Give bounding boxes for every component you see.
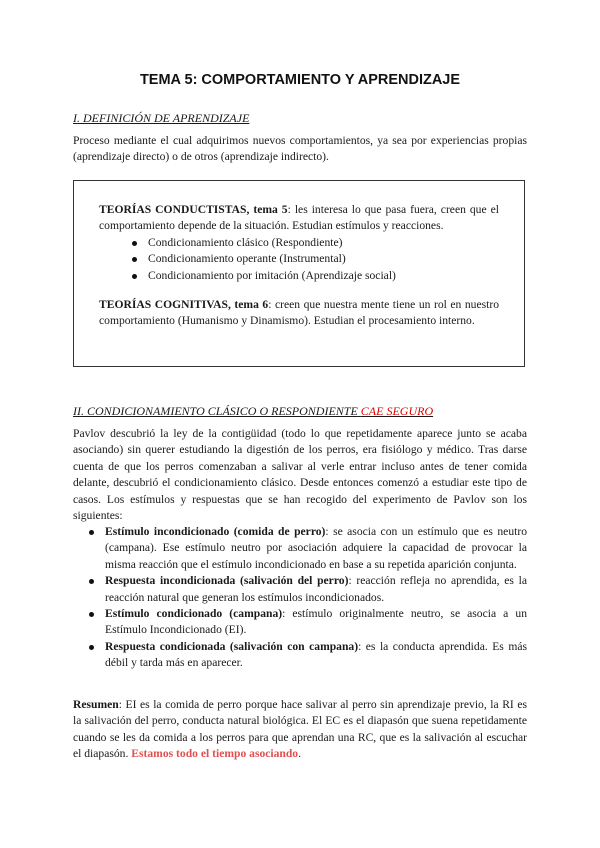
pavlov-paragraph: Pavlov descubrió la ley de la contigüidad (todo lo que repetidamente aparece junto se acaba asociando) sin querer estudiando la digestión de los perros, era fisiólogo y médico. Tras darse cuenta de que los perros comenzaban a salivar al verle entrar incluso antes de tener comida delante, descubrió el condicionamiento clásico. Desde entonces comenzó a estudiar este tipo de casos. Los estímulos y respuestas que se han recogido del experimento de Pavlov son los siguientes: — [73, 427, 527, 523]
conductistas-text: : les interesa lo que pasa fuera, creen que el comportamiento depende de la situación. Estudian estímulos y reacciones. — [99, 203, 499, 233]
item-term: Respuesta incondicionada (salivación del perro) — [105, 574, 349, 588]
item-text: : se asocia con un estímulo que es neutro (campana). Ese estímulo neutro por asociación adquiere la capacidad de provocar la misma reacción que el estímulo incondicionado en base a su repetida aparición conjunta. — [105, 525, 527, 571]
cognitivas-text: : creen que nuestra mente tiene un rol en nuestro comportamiento (Humanismo y Dinamismo). Estudian el procesamiento interno. — [99, 298, 499, 328]
stimuli-list — [73, 524, 527, 672]
exam-note: CAE SEGURO — [360, 404, 434, 418]
list-item — [73, 606, 527, 639]
summary-paragraph — [73, 697, 527, 763]
list-item — [73, 639, 527, 672]
list-item: Condicionamiento operante (Instrumental) — [99, 251, 499, 267]
list-item — [73, 524, 527, 573]
item-text: : estímulo originalmente neutro, se asocia a un Estímulo Incondicionado (EI). — [105, 607, 527, 637]
item-term: Respuesta condicionada (salivación con campana) — [105, 639, 359, 653]
summary-text: : EI es la comida de perro porque hace salivar al perro sin aprendizaje previo, la RI es la salivación del perro, conducta natural biológica. El EC es el diapasón que suena repetidamente cuando se les da comida a los perros para que aprendan una RC, que es la salivación al escuchar el diapasón. — [73, 698, 527, 761]
list-item — [73, 573, 527, 606]
conductistas-paragraph — [99, 202, 499, 235]
summary-end: . — [298, 747, 302, 761]
conductistas-label: TEORÍAS CONDUCTISTAS, tema 5 — [99, 203, 288, 216]
section-heading-definicion: I. DEFINICIÓN DE APRENDIZAJE — [73, 111, 250, 125]
item-text: : es la conducta aprendida. Es más débil y tarda más en aparecer. — [105, 639, 527, 670]
section-heading-text: II. CONDICIONAMIENTO CLÁSICO O RESPONDIENTE — [73, 404, 358, 418]
cognitivas-label: TEORÍAS COGNITIVAS, tema 6 — [99, 298, 269, 311]
section-heading-condicionamiento — [73, 403, 433, 419]
conductistas-list — [99, 235, 499, 284]
item-term: Estímulo incondicionado (comida de perro) — [105, 525, 326, 538]
summary-highlight: Estamos todo el tiempo asociando — [131, 747, 299, 761]
theories-box — [73, 180, 525, 367]
cognitivas-paragraph — [99, 297, 499, 330]
item-term: Estímulo condicionado (campana) — [105, 607, 283, 621]
item-text: : reacción refleja no aprendida, es la reacción natural que generan los estímulos incondicionados. — [105, 574, 527, 604]
definition-paragraph: Proceso mediante el cual adquirimos nuevos comportamientos, ya sea por experiencias propias (aprendizaje directo) o de otros (aprendizaje indirecto). — [73, 134, 527, 164]
list-item: Condicionamiento clásico (Respondiente) — [99, 235, 499, 251]
page-title: TEMA 5: COMPORTAMIENTO Y APRENDIZAJE — [139, 72, 461, 88]
summary-label: Resumen — [73, 698, 119, 711]
list-item: Condicionamiento por imitación (Aprendizaje social) — [99, 268, 499, 284]
